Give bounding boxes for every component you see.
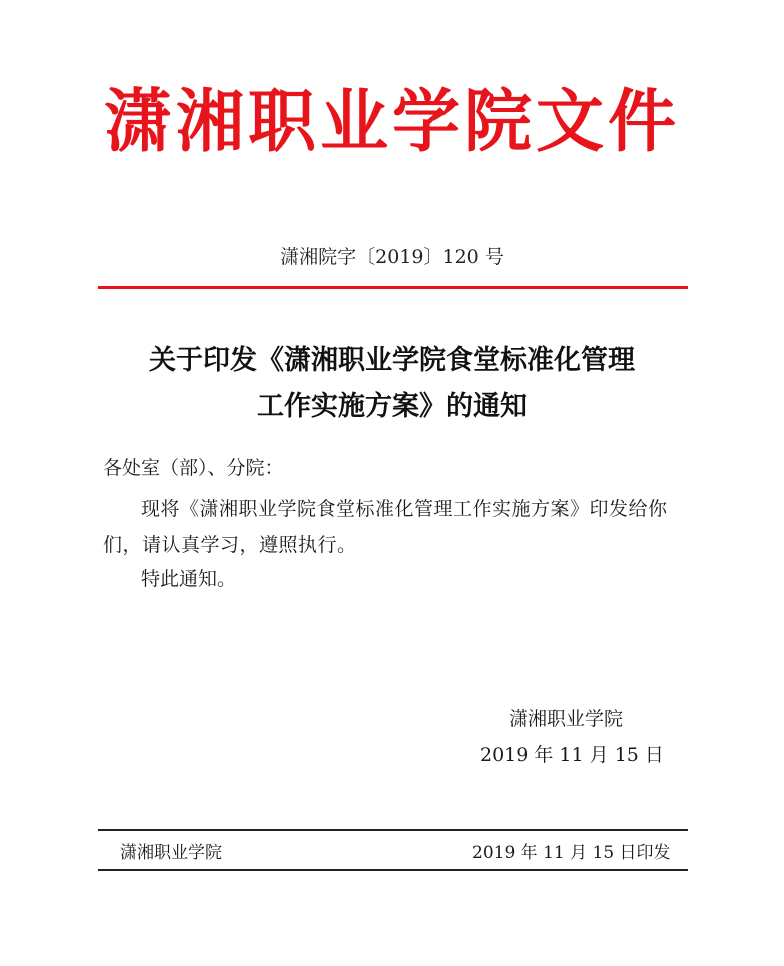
document-number: 潇湘院字〔2019〕120 号: [280, 246, 504, 268]
notice-title-line-2: 工作实施方案》的通知: [257, 391, 527, 422]
closing-line: 特此通知。: [141, 568, 237, 590]
notice-title-line-1: 关于印发《潇湘职业学院食堂标准化管理: [149, 345, 635, 376]
document-header-title: 潇湘职业学院文件: [103, 82, 680, 162]
signature-org: 潇湘职业学院: [509, 708, 624, 730]
recipients: 各处室（部）、分院：: [103, 457, 284, 479]
notice-body: 现将《潇湘职业学院食堂标准化管理工作实施方案》印发给你们，请认真学习，遵照执行。: [103, 498, 668, 556]
red-divider: [98, 286, 688, 289]
footer-top-rule: [98, 829, 688, 831]
notice-title: [0, 338, 784, 430]
footer-org: 潇湘职业学院: [120, 843, 222, 863]
footer-issue-date: 2019 年 11 月 15 日印发: [472, 843, 671, 863]
footer-bottom-rule: [98, 869, 688, 871]
signature-date: 2019 年 11 月 15 日: [480, 744, 664, 766]
